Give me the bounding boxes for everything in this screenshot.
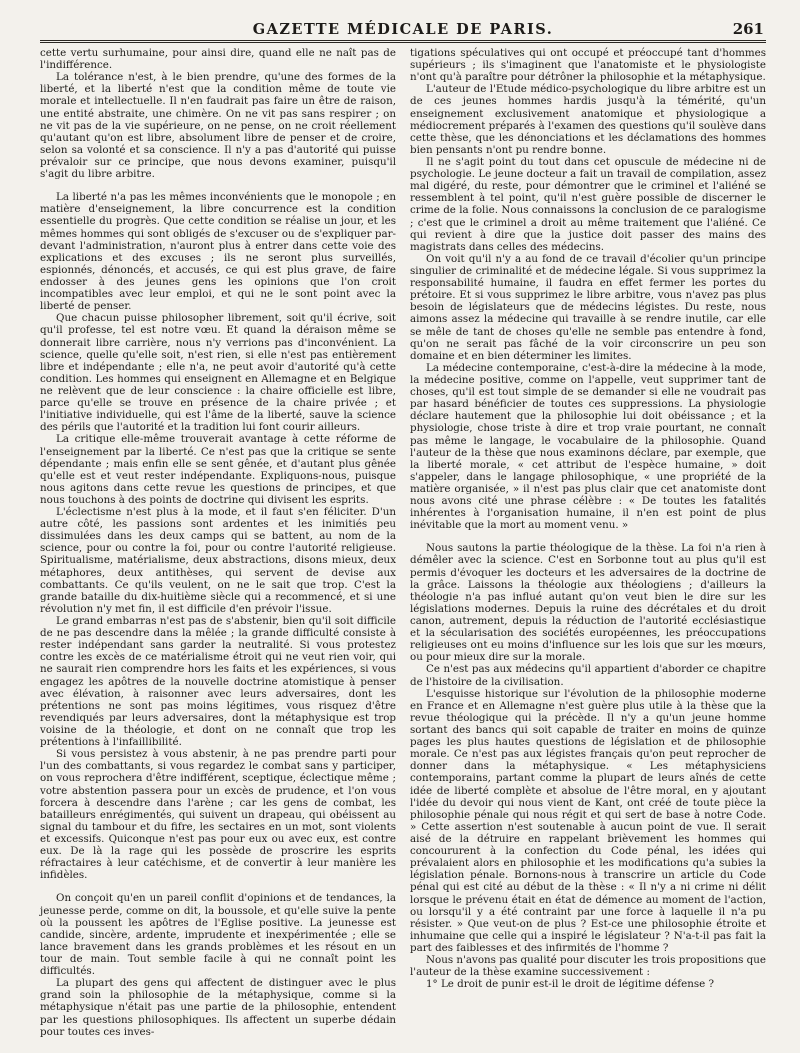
paragraph: tigations spéculatives qui ont occupé et préoccupé tant d'hommes supérieurs ; ils s'imaginent que l'anatomiste et le physiologiste n'ont qu'à paraître pour détrôner la philosophie et la métaphysique. — [410, 47, 766, 84]
left-column — [40, 47, 396, 1038]
paragraph: On conçoit qu'en un pareil conflit d'opinions et de tendances, la jeunesse perde, comme on dit, la boussole, et qu'elle suive la pente où la poussent les apôtres de l'Eglise positive. La jeunesse est candide, sincère, ardente, imprudente et inexpérimentée ; elle se lance bravement dans les grands problèmes et les résout en un tour de main. Tout semble facile à qui ne connaît point les difficultés. — [40, 892, 396, 978]
paragraph: La critique elle-même trouverait avantage à cette réforme de l'enseignement par la liberté. Ce n'est pas que la critique se sente dépendante ; mais enfin elle se sent gênée, et d'autant plus gênée qu'elle est et veut rester indépendante. Expliquons-nous, puisque nous agitons dans cette revue les questions de principes, et que nous touchons à des points de doctrine qui divisent les esprits. — [40, 433, 396, 506]
section-break — [40, 881, 396, 892]
paragraph: Le grand embarras n'est pas de s'abstenir, bien qu'il soit difficile de ne pas descendre dans la mêlée ; la grande difficulté consiste à rester indépendant sans garder la neutralité. Si vous protestez contre les excès de ce matérialisme étroit qui ne veut rien voir, qui ne saurait rien comprendre hors les faits et les expériences, si vous engagez les apôtres de la nouvelle doctrine atomistique à penser avec élévation, à raisonner avec leurs adversaires, dont les prétentions ne sont pas moins légitimes, vous risquez d'être revendiqués par leurs adversaires, dont la métaphysique est trop voisine de la théologie, et dont on ne connaît que trop les prétentions à l'infaillibilité. — [40, 615, 396, 749]
paragraph: La tolérance n'est, à le bien prendre, qu'une des formes de la liberté, et la liberté n'est que la condition même de toute vie morale et intellectuelle. Il n'en faudrait pas faire un être de raison, une entité abstraite, une chimère. On ne vit pas sans respirer ; on ne vit pas de la vie supérieure, on ne pense, on ne croit réellement qu'autant qu'on est libre, absolument libre de penser et de croire, selon sa volonté et sa conscience. Il n'y a pas d'autorité qui puisse prévaloir sur ce principe, que nous devons examiner, puisqu'il s'agit du libre arbitre. — [40, 71, 396, 181]
paragraph: Nous n'avons pas qualité pour discuter les trois propositions que l'auteur de la thèse examine successivement : — [410, 954, 766, 979]
paragraph: L'auteur de l'Etude médico-psychologique du libre arbitre est un de ces jeunes hommes hardis jusqu'à la témérité, qu'un enseignement exclusivement anatomique et physiologique a médiocrement préparés à l'examen des questions qu'il soulève dans cette thèse, que les dénonciations et les déclamations des hommes bien pensants n'ont pu rendre bonne. — [410, 83, 766, 156]
paragraph: La médecine contemporaine, c'est-à-dire la médecine à la mode, la médecine positive, comme on l'appelle, veut supprimer tant de choses, qu'il est tout simple de se demander si elle ne voudrait pas par hasard bénéficier de toutes ces suppressions. La physiologie déclare hautement que la philosophie lui doit obéissance ; et la physiologie, chose triste à dire et trop vraie pourtant, ne connaît pas même le langage, le vocabulaire de la philosophie. Quand l'auteur de la thèse que nous examinons déclare, par exemple, que la liberté morale, « cet attribut de l'espèce humaine, » doit s'appeler, dans le langage philosophique, « une propriété de la matière organisée, » il n'est pas plus clair que cet anatomiste dont nous avons cité une phrase célèbre : « De toutes les fatalités inhérentes à l'organisation humaine, il n'en est point de plus inévitable que la mort au moment venu. » — [410, 361, 766, 532]
paragraph: Si vous persistez à vous abstenir, à ne pas prendre parti pour l'un des combattants, si vous regardez le combat sans y participer, on vous reprochera d'être indifférent, sceptique, éclectique même ; votre abstention passera pour un excès de prudence, et l'on vous forcera à descendre dans l'arène ; car les gens de combat, les batailleurs enrégimentés, qui suivent un drapeau, qui obéissent au signal du tambour et du fifre, les sectaires en un mot, sont violents et excessifs. Quiconque n'est pas pour eux ou avec eux, est contre eux. De là la rage qui les possède de proscrire les esprits réfractaires à leur catéchisme, et de convertir à leur manière les infidèles. — [40, 748, 396, 882]
paragraph: La liberté n'a pas les mêmes inconvénients que le monopole ; en matière d'enseignement, la libre concurrence est la condition essentielle du progrès. Que cette condition se réalise un jour, et les mêmes hommes qui sont obligés de s'excuser ou de s'expliquer par-devant l'administration, n'auront plus à entrer dans cette voie des explications et des excuses ; ils ne seront plus surveillés, espionnés, dénoncés, et accusés, ce qui est plus grave, de faire endosser à des jeunes gens les opinions que l'on croit incompatibles avec leur emploi, et qui ne le sont point avec la liberté de penser. — [40, 191, 396, 313]
paragraph: L'esquisse historique sur l'évolution de la philosophie moderne en France et en Allemagne n'est guère plus utile à la thèse que la revue théologique qui la précède. Il n'y a qu'un jeune homme sortant des bancs qui soit capable de traiter en moins de quinze pages les plus hautes questions de législation et de philosophie morale. Ce n'est pas aux légistes français qu'on peut reprocher de donner dans la métaphysique. « Les métaphysiciens contemporains, partant comme la plupart de leurs aînés de cette idée de liberté complète et absolue de l'être moral, en y ajoutant l'idée du devoir qui nous vient de Kant, ont créé de toute pièce la philosophie pénale qui nous régit et qui sert de base à notre Code. » Cette assertion n'est soutenable à aucun point de vue. Il serait aisé de la détruire en rappelant brièvement les hommes qui concoururent à la confection du Code pénal, les idées qui prévalaient alors en philosophie et les modifications qu'a subies la législation pénale. Bornons-nous à transcrire un article du Code pénal qui est cité au début de la thèse : « Il n'y a ni crime ni délit lorsque le prévenu était en état de démence au moment de l'action, ou lorsqu'il y a été contraint par une force à laquelle il n'a pu résister. » Que veut-on de plus ? Est-ce une philosophie étroite et inhumaine que celle qui a inspiré le législateur ? N'a-t-il pas fait la part des faiblesses et des infirmités de l'homme ? — [410, 687, 766, 954]
paragraph: 1° Le droit de punir est-il le droit de légitime défense ? — [426, 978, 715, 991]
paragraph: La plupart des gens qui affectent de distinguer avec le plus grand soin la philosophie de la métaphysique, comme si la métaphysique n'était pas une partie de la philosophie, entendent par les questions philosophiques. Ils affectent un superbe dédain pour toutes ces inves- — [40, 977, 396, 1038]
paragraph: Que chacun puisse philosopher librement, soit qu'il écrive, soit qu'il professe, tel est notre vœu. Et quand la déraison même se donnerait libre carrière, nous n'y verrions pas d'inconvénient. La science, quelle qu'elle soit, n'est rien, si elle n'est pas entièrement libre et indépendante ; elle n'a, ne peut avoir d'autorité qu'à cette condition. Les hommes qui enseignent en Allemagne et en Belgique ne relèvent que de leur conscience : la chaire officielle est libre, parce qu'elle se trouve en présence de la chaire privée ; et l'initiative individuelle, qui est l'âme de la liberté, sauve la science des périls que l'autorité et la tradition lui font courir ailleurs. — [40, 312, 396, 434]
paragraph: L'éclectisme n'est plus à la mode, et il faut s'en féliciter. D'un autre côté, les passions sont ardentes et les inimitiés peu dissimulées dans les deux camps qui se battent, au nom de la science, pour ou contre la foi, pour ou contre l'autorité religieuse. Spiritualisme, matérialisme, deux abstractions, disons mieux, deux métaphores, deux antithèses, qui servent de devise aux combattants. Ce qu'ils veulent, on ne le sait que trop. C'est la grande bataille du dix-huitième siècle qui a recommencé, et si une révolution n'y met fin, il est difficile d'en prévoir l'issue. — [40, 506, 396, 615]
running-header — [40, 14, 766, 43]
section-break — [40, 180, 396, 191]
right-column — [410, 47, 766, 1038]
page-number: 261 — [732, 20, 764, 38]
section-break — [410, 531, 766, 542]
text-columns — [40, 47, 766, 1038]
paragraph: Il ne s'agit point du tout dans cet opuscule de médecine ni de psychologie. Le jeune docteur a fait un travail de compilation, assez mal digéré, du reste, pour démontrer que le criminel et l'aliéné se ressemblent à tel point, qu'il n'est guère possible de discerner le crime de la folie. Nous connaissons la conclusion de ce paralogisme ; c'est que le criminel a droit au même traitement que l'aliéné. Ce qui revient à dire que la justice doit passer des mains des magistrats dans celles des médecins. — [410, 155, 766, 253]
journal-title: GAZETTE MÉDICALE DE PARIS. — [252, 21, 554, 38]
paragraph: Ce n'est pas aux médecins qu'il appartient d'aborder ce chapitre de l'histoire de la civilisation. — [410, 663, 766, 688]
paragraph: Nous sautons la partie théologique de la thèse. La foi n'a rien à démêler avec la science. C'est en Sorbonne tout au plus qu'il est permis d'évoquer les docteurs et les adversaires de la doctrine de la grâce. Laissons la théologie aux théologiens ; d'ailleurs la théologie n'a pas influé autant qu'on veut bien le dire sur les législations modernes. Depuis la ruine des décrétales et du droit canon, autrement, depuis la réduction de l'autorité ecclésiastique et la sécularisation des sociétés européennes, les préoccupations religieuses ont eu moins d'influence sur les lois que sur les mœurs, ou pour mieux dire sur la morale. — [410, 542, 766, 664]
paragraph: cette vertu surhumaine, pour ainsi dire, quand elle ne naît pas de l'indifférence. — [40, 47, 396, 72]
paragraph: On voit qu'il n'y a au fond de ce travail d'écolier qu'un principe singulier de criminalité et de médecine légale. Si vous supprimez la responsabilité humaine, il faudra en effet fermer les portes du prétoire. Et si vous supprimez le libre arbitre, vous n'avez pas plus besoin de législateurs que de médecins légistes. Du reste, nous aimons assez la médecine qui travaille à se rendre inutile, car elle se mêle de tant de choses qu'elle ne semble pas entendre à fond, qu'on ne serait pas fâché de la voir circonscrire un peu son domaine et en bien déterminer les limites. — [410, 252, 766, 362]
